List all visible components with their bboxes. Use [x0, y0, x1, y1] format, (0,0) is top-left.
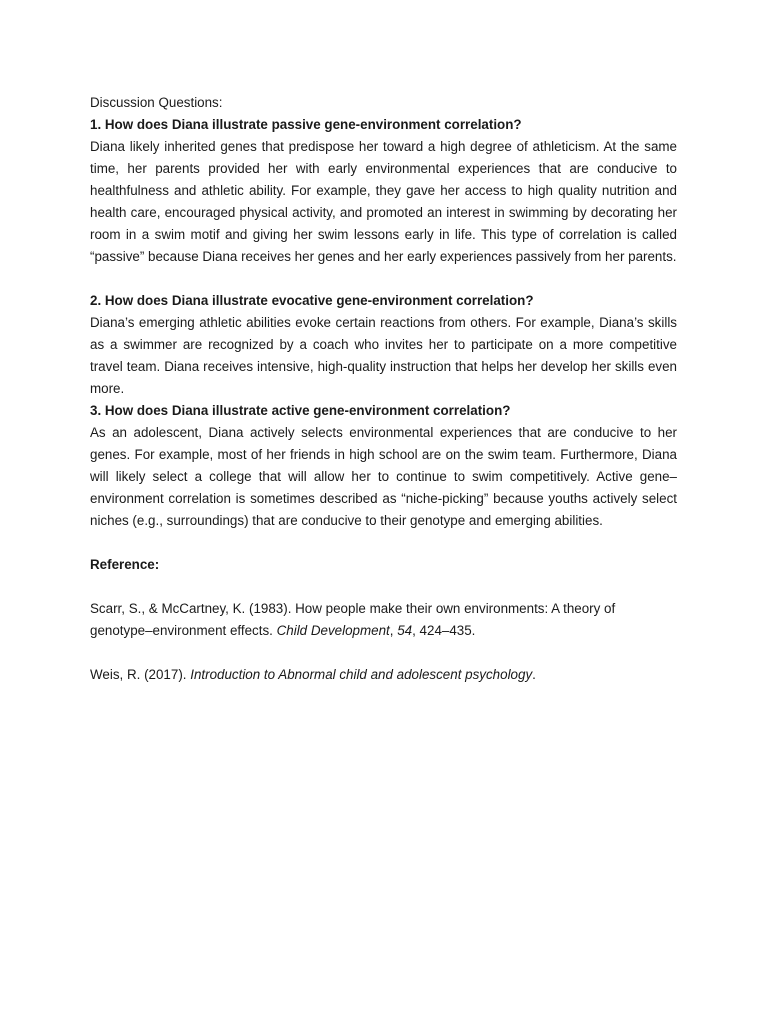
citation-text: , 424–435.	[412, 623, 476, 638]
question-3-answer: As an adolescent, Diana actively selects environmental experiences that are conducive to her genes. For example, most of her friends in high school are on the swim team. Furthermore, Diana will likely select a college that will allow her to continue to swim competitively. Active gene–environment correlation is sometimes described as “niche-picking” because youths actively select niches (e.g., surroundings) that are conducive to their genotype and emerging abilities.	[90, 425, 677, 528]
reference-heading: Reference:	[90, 557, 160, 572]
reference-citation-2	[90, 664, 677, 686]
citation-text: ,	[389, 623, 398, 638]
citation-text: Weis, R. (2017).	[90, 667, 191, 682]
citation-text: .	[532, 667, 536, 682]
citation-text: Scarr, S., & McCartney, K. (1983). How people make their own environments: A theory of genotype–environment effects.	[90, 601, 616, 638]
question-2-answer: Diana’s emerging athletic abilities evoke certain reactions from others. For example, Diana’s skills as a swimmer are recognized by a coach who invites her to participate on a more competitive travel team. Diana receives intensive, high-quality instruction that helps her develop her skills even more.	[90, 315, 677, 396]
reference-citation-1	[90, 598, 677, 642]
spacer	[90, 576, 677, 598]
spacer	[90, 532, 677, 554]
discussion-heading: Discussion Questions:	[90, 95, 223, 110]
spacer	[90, 268, 677, 290]
question-1-title: 1. How does Diana illustrate passive gene-environment correlation?	[90, 117, 522, 132]
question-2-title: 2. How does Diana illustrate evocative gene-environment correlation?	[90, 293, 534, 308]
citation-journal: Child Development	[276, 623, 390, 638]
citation-volume: 54	[397, 623, 413, 638]
document-page	[90, 92, 677, 686]
question-3-title: 3. How does Diana illustrate active gene-environment correlation?	[90, 403, 511, 418]
question-1-answer: Diana likely inherited genes that predispose her toward a high degree of athleticism. At the same time, her parents provided her with early environmental experiences that are conducive to healthfulness and athletic ability. For example, they gave her access to high quality nutrition and health care, encouraged physical activity, and promoted an interest in swimming by decorating her room in a swim motif and giving her swim lessons early in life. This type of correlation is called “passive” because Diana receives her genes and her early experiences passively from her parents.	[90, 139, 677, 264]
spacer	[90, 642, 677, 664]
citation-book-title: Introduction to Abnormal child and adolescent psychology	[190, 667, 533, 682]
